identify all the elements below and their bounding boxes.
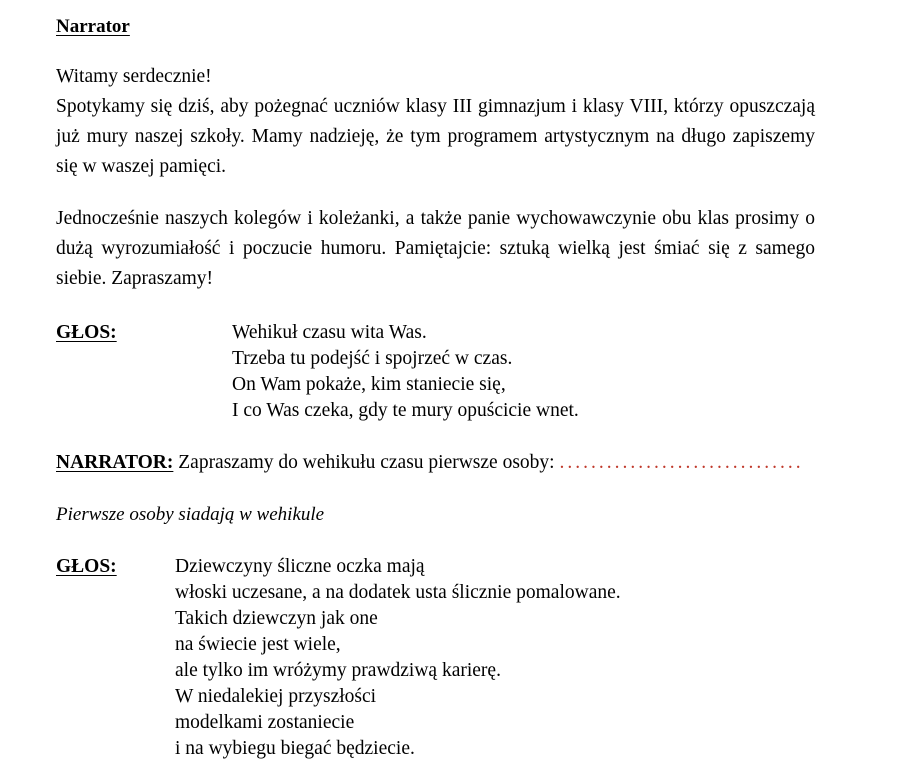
speech-block-one: [56, 320, 815, 424]
speech-block-two: [56, 554, 815, 762]
spacer: [56, 528, 815, 554]
intro-paragraph-2: Jednocześnie naszych kolegów i koleżanki, a także panie wychowawczynie obu klas prosimy o dużą wyrozumiałość i poczucie humoru. Pamiętajcie: sztuką wielką jest śmiać się z samego siebie. Zapraszamy!: [56, 208, 815, 289]
verse-line: włoski uczesane, a na dodatek usta ślicznie pomalowane.: [175, 582, 621, 603]
intro-paragraph-1: Spotykamy się dziś, aby pożegnać uczniów klasy III gimnazjum i klasy VIII, którzy opuszczają już mury naszej szkoły. Mamy nadzieję, że tym programem artystycznym na długo zapiszemy się w waszej pamięci.: [56, 96, 815, 177]
dotted-leader: ...............................: [559, 452, 804, 473]
speaker-label-glos-2: GŁOS:: [56, 556, 117, 577]
spacer: [56, 40, 815, 62]
speaker-label-glos-1: GŁOS:: [56, 322, 117, 343]
verse-line: i na wybiegu biegać będziecie.: [175, 738, 415, 759]
narrator-cue-text: Zapraszamy do wehikułu czasu pierwsze osoby:: [178, 452, 555, 473]
spacer: [56, 476, 815, 502]
spacer: [56, 182, 815, 204]
intro-greeting: Witamy serdecznie!: [56, 66, 212, 87]
verse-line: W niedalekiej przyszłości: [175, 686, 377, 707]
verse-line: Takich dziewczyn jak one: [175, 608, 378, 629]
stage-direction: Pierwsze osoby siadają w wehikule: [56, 504, 325, 525]
spacer: [56, 424, 815, 450]
verse-line: na świecie jest wiele,: [175, 634, 341, 655]
verse-line: ale tylko im wróżymy prawdziwą karierę.: [175, 660, 501, 681]
narrator-cue-line: [56, 450, 815, 476]
verse-line: Trzeba tu podejść i spojrzeć w czas.: [232, 348, 513, 369]
page-title: [56, 14, 815, 40]
page-title-text: Narrator: [56, 16, 130, 37]
verse-line: Dziewczyny śliczne oczka mają: [175, 556, 425, 577]
verse-line: Wehikuł czasu wita Was.: [232, 322, 427, 343]
verse-line: I co Was czeka, gdy te mury opuścicie wnet.: [232, 400, 579, 421]
verse-line: modelkami zostaniecie: [175, 712, 355, 733]
verse-line: On Wam pokaże, kim staniecie się,: [232, 374, 506, 395]
speaker-label-narrator: NARRATOR:: [56, 452, 174, 473]
spacer: [56, 294, 815, 320]
